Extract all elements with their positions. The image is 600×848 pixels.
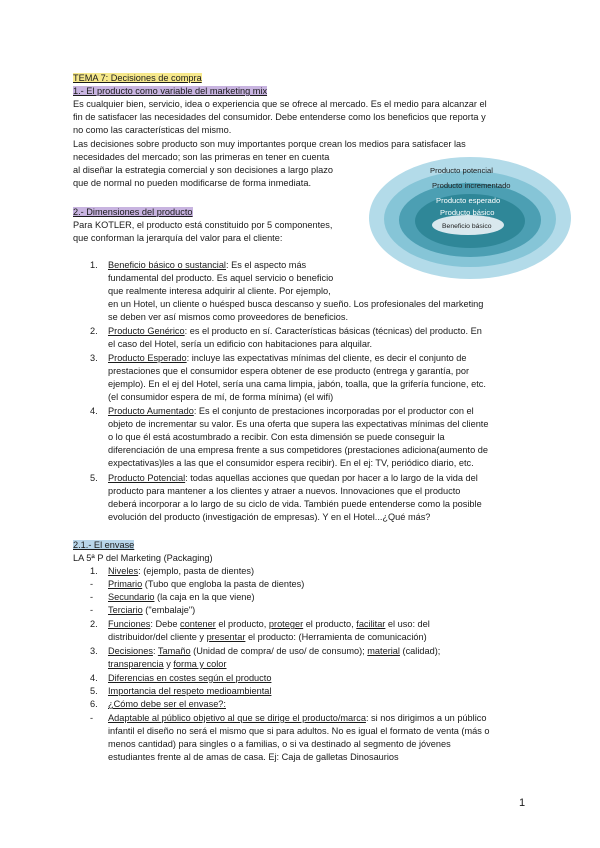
item-4-line-2: o lo que él está acostumbrado a recibir. Con esta dimensión se puede conseguir la	[108, 432, 445, 442]
item-5-number: 5.	[90, 473, 98, 483]
env-sub-secundario: Secundario (la caja en la que viene)	[108, 592, 255, 602]
env-item-2-line-1: distribuidor/del cliente y presentar el producto: (Herramienta de comunicación)	[108, 632, 427, 642]
item-4-line-1: objeto de incrementar su valor. Es una oferta que supera las expectativas mínimas del cliente	[108, 419, 489, 429]
env-item-6: ¿Cómo debe ser el envase?:	[108, 699, 226, 709]
s21-subtitle: LA 5ª P del Marketing (Packaging)	[73, 553, 213, 563]
item-4-line-3: diferenciación de una empresa frente a sus competidores (prestaciones adiciona(aumento de	[108, 445, 488, 455]
item-3-number: 3.	[90, 353, 98, 363]
item-5-line-2: deberá incorporar a lo largo de su ciclo de vida. También puede entenderse como la posible	[108, 499, 482, 509]
env-item-6-number: 6.	[90, 699, 98, 709]
item-4-number: 4.	[90, 406, 98, 416]
env-item-2-number: 2.	[90, 619, 98, 629]
env-item-1: Niveles: (ejemplo, pasta de dientes)	[108, 566, 255, 576]
section-1-heading: 1.- El producto como variable del marketing mix	[73, 86, 268, 96]
item-5-line-0: Producto Potencial: todas aquellas acciones que quedan por hacer a lo largo de la vida del	[108, 473, 478, 483]
s1-line-4: necesidades del mercado; son las primeras en tener en cuenta	[73, 152, 330, 162]
label-producto-esperado: Producto esperado	[436, 196, 501, 205]
env-sub-terciario: Terciario ("embalaje")	[108, 605, 196, 615]
env-item-5-number: 5.	[90, 686, 98, 696]
s1-line-6: que de normal no pueden modificarse de forma inmediata.	[73, 178, 311, 188]
s1-line-3: Las decisiones sobre producto son muy importantes porque crean los medios para satisfacer las	[73, 139, 466, 149]
dash-3: -	[90, 605, 94, 615]
label-beneficio-basico: Beneficio básico	[442, 223, 492, 230]
s1-line-0: Es cualquier bien, servicio, idea o experiencia que se ofrece al mercado. Es el medio para alcanzar el	[73, 99, 487, 109]
env-item-3-line-1: transparencia y forma y color	[108, 659, 227, 669]
product-levels-diagram	[368, 156, 572, 281]
item-1-number: 1.	[90, 260, 98, 270]
item-4-line-0: Producto Aumentado: Es el conjunto de prestaciones incorporadas por el productor con el	[108, 406, 474, 416]
item-2-number: 2.	[90, 326, 98, 336]
env-sub-primario: Primario (Tubo que engloba la pasta de dientes)	[108, 579, 305, 589]
item-1-line-1: fundamental del producto. Es aquel servicio o beneficio	[108, 273, 334, 283]
section-2-heading: 2.- Dimensiones del producto	[73, 207, 193, 217]
env-item-5: Importancia del respeto medioambiental	[108, 686, 272, 696]
dash-1: -	[90, 579, 94, 589]
item-3-line-2: ejemplo). En el ej del Hotel, sería una cama limpia, jabón, toalla, que la grifería funcione, etc.	[108, 379, 486, 389]
env-item-2-line-0: Funciones: Debe contener el producto, proteger el producto, facilitar el uso: del	[108, 619, 430, 629]
item-1-line-0: Beneficio básico o sustancial: Es el aspecto más	[108, 260, 307, 270]
env-sub-adaptable-line-0: Adaptable al público objetivo al que se dirige el producto/marca: si nos dirigimos a un público	[108, 713, 487, 723]
dash-4: -	[90, 713, 94, 723]
item-2-line-1: el caso del Hotel, sería un edificio con habitaciones para alquilar.	[108, 339, 373, 349]
env-sub-adaptable-line-1: infantil el diseño no será el mismo que si para adultos. No es igual el formato de venta (más o	[108, 726, 490, 736]
item-5-line-3: evolución del producto (investigación de empresas). Y en el Hotel...¿Qué más?	[108, 512, 431, 522]
s2-intro-1: que conforman la jerarquía del valor para el cliente:	[73, 233, 283, 243]
env-sub-adaptable-line-2: menos cantidad) para singles o a familias, o si va destinado al segmento de jóvenes	[108, 739, 451, 749]
item-2-line-0: Producto Genérico: es el producto en sí. Características básicas (técnicas) del producto. En	[108, 326, 482, 336]
s2-intro-0: Para KOTLER, el producto está constituido por 5 componentes,	[73, 220, 333, 230]
item-1-line-2: que realmente interesa adquirir al cliente. Por ejemplo,	[108, 286, 331, 296]
section-2-1-heading: 2.1.- El envase	[73, 540, 135, 550]
env-item-4: Diferencias en costes según el producto	[108, 673, 272, 683]
item-5-line-1: producto para mantener a los clientes y atraer a nuevos. Innovaciones que el producto	[108, 486, 461, 496]
doc-title: TEMA 7: Decisiones de compra	[73, 73, 202, 83]
item-1-line-4: se deben ver así mismos como proveedores de beneficios.	[108, 312, 349, 322]
s1-line-5: al diseñar la estrategia comercial y son decisiones a largo plazo	[73, 165, 333, 175]
page-number: 1	[519, 797, 526, 809]
label-producto-incrementado: Producto incrementado	[432, 181, 511, 190]
label-producto-potencial: Producto potencial	[430, 166, 493, 175]
item-3-line-3: (el consumidor espera de mí, de forma mínima) (el wifi)	[108, 392, 334, 402]
label-producto-basico: Producto básico	[440, 208, 495, 217]
item-3-line-0: Producto Esperado: incluye las expectativas mínimas del cliente, es decir el conjunto de	[108, 353, 467, 363]
s1-line-1: fin de satisfacer las necesidades del consumidor. Debe entenderse como los beneficios que reporta y	[73, 112, 486, 122]
item-4-line-4: expectativas)les a las que el consumidor espera recibir). En el ej: TV, periódico diario, etc.	[108, 458, 474, 468]
item-3-line-1: prestaciones que el consumidor espera obtener de ese producto (entrega y garantía, por	[108, 366, 470, 376]
s1-line-2: no como las características del mismo.	[73, 125, 232, 135]
env-sub-adaptable-line-3: estudiantes frente al de amas de casa. Ej: Caja de galletas Dinosaurios	[108, 752, 399, 762]
dash-2: -	[90, 592, 94, 602]
env-item-3-number: 3.	[90, 646, 98, 656]
item-1-line-3: en un Hotel, un cliente o huésped busca descanso y sueño. Los profesionales del marketing	[108, 299, 484, 309]
env-item-1-number: 1.	[90, 566, 98, 576]
env-item-3-line-0: Decisiones: Tamaño (Unidad de compra/ de uso/ de consumo); material (calidad);	[108, 646, 441, 656]
env-item-4-number: 4.	[90, 673, 98, 683]
